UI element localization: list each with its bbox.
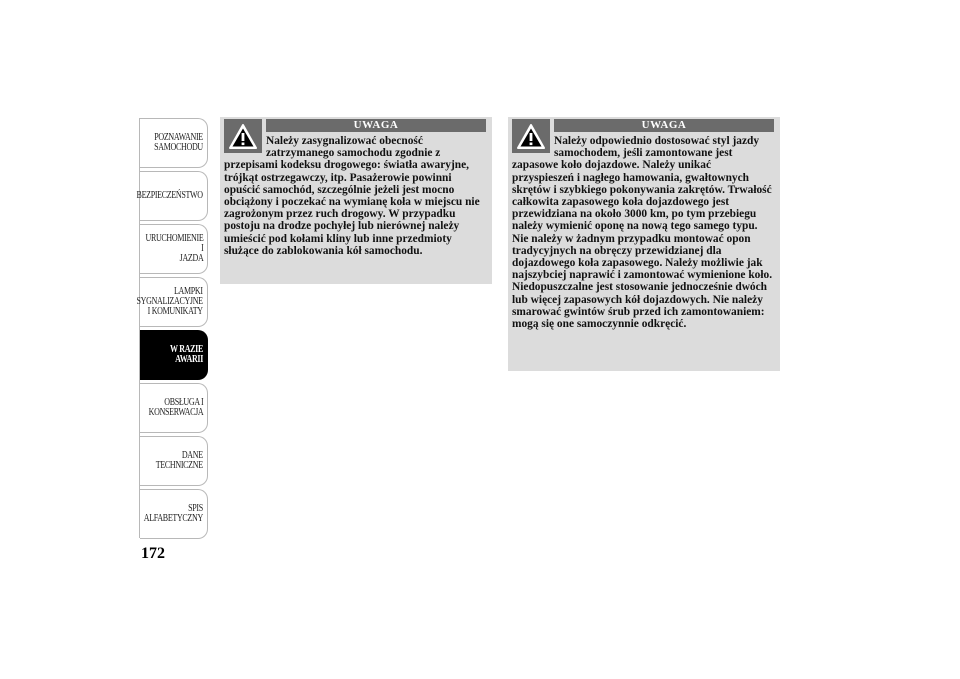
warning-text: Należy zasygnalizować obecność zatrzymanego samochodu zgodnie z przepisami kodeksu drogowego: światła awaryjne, trójkąt ostrzegawczy, itp. Pasażerowie powinni opuścić samochód, szczególnie jeżeli jest mocno obciążony i poczekać na wymianę koła w miejscu nie zagrożonym przez ruch drogowy. W przypadku postoju na drodze pochyłej lub nierównej należy umieścić pod kołami kliny lub inne przedmioty służące do zablokowania kół samochodu. — [224, 135, 480, 257]
tab-poznawanie-samochodu[interactable] — [140, 118, 208, 168]
warning-triangle-icon — [512, 119, 550, 153]
tab-dane-techniczne[interactable] — [140, 436, 208, 486]
tab-lampki-sygnalizacyjne[interactable] — [136, 277, 208, 327]
warning-box — [508, 117, 780, 371]
warning-header: UWAGA — [266, 119, 486, 132]
tab-label: POZNAWANIE SAMOCHODU — [154, 132, 203, 153]
tab-spis-alfabetyczny[interactable] — [140, 489, 208, 539]
tab-label: DANE TECHNICZNE — [155, 450, 203, 471]
tab-label: BEZPIECZEŃSTWO — [136, 190, 203, 201]
tab-label: LAMPKI SYGNALIZACYJNE I KOMUNIKATY — [136, 286, 203, 317]
tab-w-razie-awarii[interactable] — [140, 330, 208, 380]
tab-bezpieczenstwo[interactable] — [136, 171, 208, 221]
warning-box — [220, 117, 492, 284]
warning-text: Należy odpowiednio dostosować styl jazdy samochodem, jeśli zamontowane jest zapasowe koło dojazdowe. Należy unikać przyspieszeń i nagłego hamowania, gwałtownych skrętów i szybkiego pokonywania zakrętów. Trwałość całkowita zapasowego koła dojazdowego jest przewidziana na około 3000 km, po tym przebiegu należy wymienić oponę na nową tego samego typu. Nie należy w żadnym przypadku montować opon tradycyjnych na obręczy przewidzianej dla dojazdowego koła zapasowego. Należy możliwie jak najszybciej naprawić i zamontować wymienione koło. Niedopuszczalne jest stosowanie jednocześnie dwóch lub więcej zapasowych kół dojazdowych. Nie należy smarować gwintów śrub przed ich zamontowaniem: mogą się one samoczynnie odkręcić. — [512, 135, 773, 331]
warning-triangle-icon — [224, 119, 262, 153]
tab-label: URUCHOMIENIE I JAZDA — [145, 233, 203, 264]
page-number: 172 — [141, 545, 165, 562]
tab-label: W RAZIE AWARII — [170, 344, 203, 365]
tab-label: SPIS ALFABETYCZNY — [143, 503, 203, 524]
tab-label: OBSŁUGA I KONSERWACJA — [148, 397, 203, 418]
tab-obsluga-i-konserwacja[interactable] — [140, 383, 208, 433]
tab-uruchomienie-i-jazda[interactable] — [140, 224, 208, 274]
warning-header: UWAGA — [554, 119, 774, 132]
